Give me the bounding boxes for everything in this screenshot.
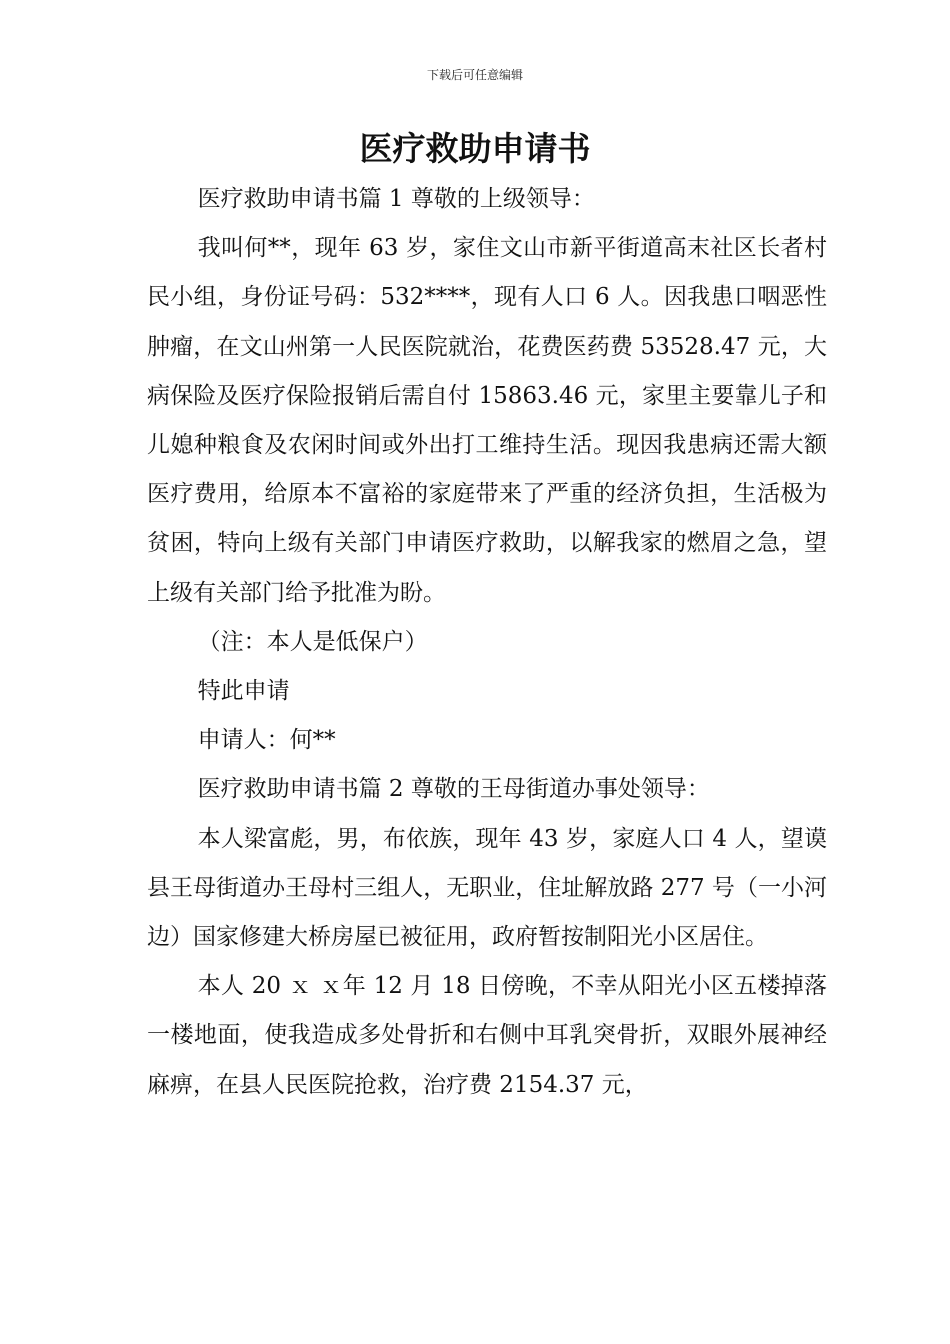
document-title: 医疗救助申请书	[359, 129, 591, 168]
paragraph: 本人 20 ｘ ｘ年 12 月 18 日傍晚，不幸从阳光小区五楼掉落一楼地面，使我造成多处骨折和右侧中耳乳突骨折，双眼外展神经麻痹，在县人民医院抢救，治疗费 2154.37 元，	[147, 973, 827, 1098]
paragraph: 医疗救助申请书篇 2 尊敬的王母街道办事处领导：	[197, 776, 710, 803]
paragraph: （注：本人是低保户）	[197, 628, 428, 655]
paragraph: 医疗救助申请书篇 1 尊敬的上级领导：	[197, 186, 595, 212]
paragraph: 特此申请	[197, 678, 290, 705]
paragraph: 申请人：何**	[197, 727, 336, 754]
paragraph: 我叫何**，现年 63 岁，家住文山市新平街道高末社区长者村民小组，身份证号码：532****，现有人口 6 人。因我患口咽恶性肿瘤，在文山州第一人民医院就治，花费医药费 53528.47 元，大病保险及医疗保险报销后需自付 15863.46 元，家里主要靠儿子和儿媳种粮食及农闲时间或外出打工维持生活。现因我患病还需大额医疗费用，给原本不富裕的家庭带来了严重的经济负担，生活极为贫困，特向上级有关部门申请医疗救助，以解我家的燃眉之急，望上级有关部门给予批准为盼。	[147, 235, 827, 606]
document-body	[147, 175, 827, 1110]
paragraph: 本人梁富彪，男，布依族，现年 43 岁，家庭人口 4 人，望谟县王母街道办王母村三组人，无职业，住址解放路 277 号（一小河边）国家修建大桥房屋已被征用，政府暂按制阳光小区居住。	[147, 825, 827, 951]
page-header: 下载后可任意编辑	[426, 68, 523, 82]
